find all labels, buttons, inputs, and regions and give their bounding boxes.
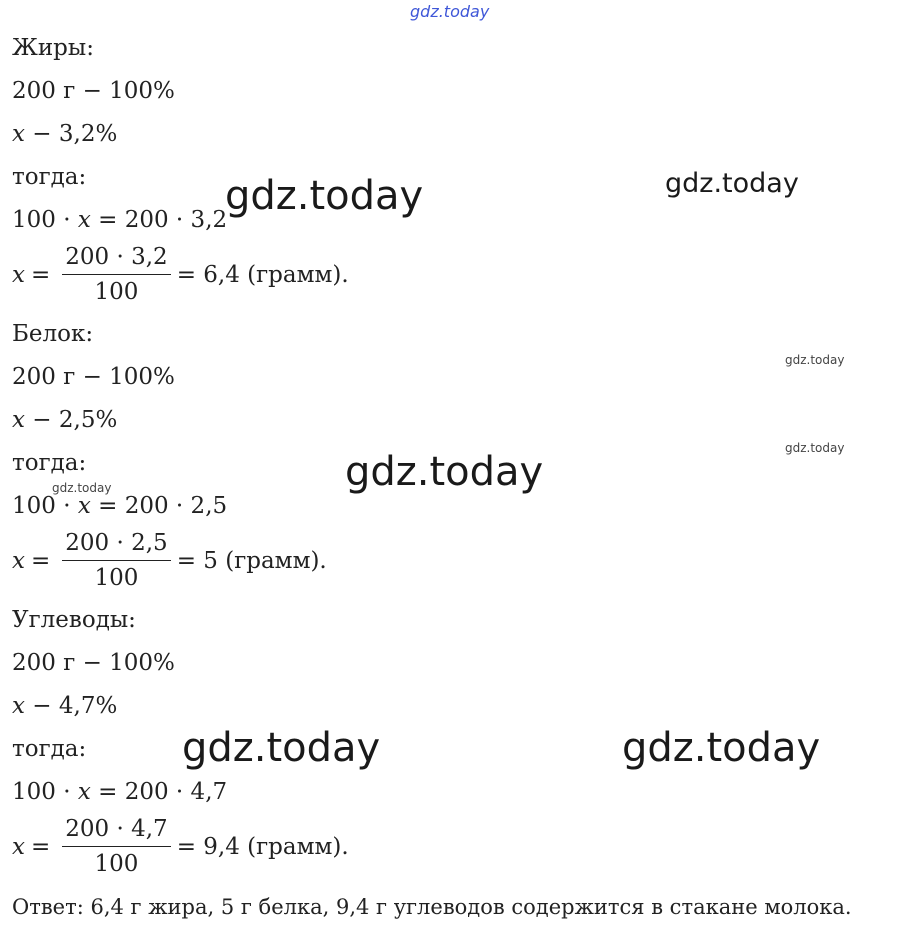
protein-result-var: x (12, 547, 25, 574)
fats-equation-right: = 200 · 3,2 (90, 207, 228, 233)
carbs-equation-var: x (77, 779, 91, 805)
fats-result (12, 243, 349, 306)
carbs-equation-right: = 200 · 4,7 (90, 779, 228, 805)
protein-proportion-2 (12, 406, 117, 434)
protein-equation-left: 100 · (12, 493, 78, 519)
protein-result-value: = 5 (грамм). (176, 547, 327, 574)
carbs-denominator: 100 (94, 851, 139, 877)
protein-equation-var: x (77, 493, 91, 519)
protein-fraction (62, 529, 170, 592)
protein-result (12, 529, 327, 592)
protein-proportion-var: x (12, 407, 25, 433)
protein-numerator: 200 · 2,5 (62, 529, 170, 561)
carbs-result-var: x (12, 833, 25, 860)
protein-proportion-1: 200 г − 100% (12, 364, 175, 390)
fats-result-eq: = (30, 261, 51, 288)
carbs-heading: Углеводы: (12, 607, 136, 633)
protein-denominator: 100 (94, 565, 139, 591)
fats-proportion-2 (12, 120, 117, 148)
carbs-proportion-1: 200 г − 100% (12, 650, 175, 676)
fats-result-var: x (12, 261, 25, 288)
carbs-equation (12, 778, 227, 806)
fats-equation-var: x (77, 207, 91, 233)
carbs-equation-left: 100 · (12, 779, 78, 805)
protein-proportion-rest: − 2,5% (32, 407, 118, 433)
carbs-proportion-var: x (12, 693, 25, 719)
watermark-large-4: gdz.today (622, 725, 821, 771)
watermark-large-3: gdz.today (182, 725, 381, 771)
fats-equation-left: 100 · (12, 207, 78, 233)
protein-equation-right: = 200 · 2,5 (90, 493, 228, 519)
watermark-large-2: gdz.today (345, 449, 544, 495)
fats-result-value: = 6,4 (грамм). (176, 261, 349, 288)
watermark-small-3: gdz.today (52, 481, 112, 495)
watermark-large-1: gdz.today (225, 173, 424, 219)
protein-then: тогда: (12, 450, 87, 476)
watermark-top: gdz.today (410, 2, 490, 21)
protein-heading: Белок: (12, 321, 94, 347)
carbs-result-eq: = (30, 833, 51, 860)
protein-result-eq: = (30, 547, 51, 574)
fats-equation (12, 206, 227, 234)
fats-proportion-var: x (12, 121, 25, 147)
carbs-result-value: = 9,4 (грамм). (176, 833, 349, 860)
answer-text: Ответ: 6,4 г жира, 5 г белка, 9,4 г углеводов содержится в стакане молока. (12, 895, 852, 919)
fats-proportion-1: 200 г − 100% (12, 78, 175, 104)
watermark-medium-1: gdz.today (665, 168, 799, 199)
carbs-proportion-2 (12, 692, 117, 720)
protein-equation (12, 492, 227, 520)
carbs-result (12, 815, 349, 878)
fats-numerator: 200 · 3,2 (62, 243, 170, 275)
carbs-fraction (62, 815, 170, 878)
fats-heading: Жиры: (12, 35, 94, 61)
carbs-numerator: 200 · 4,7 (62, 815, 170, 847)
fats-proportion-rest: − 3,2% (32, 121, 118, 147)
carbs-then: тогда: (12, 736, 87, 762)
watermark-small-1: gdz.today (785, 353, 845, 367)
watermark-small-2: gdz.today (785, 441, 845, 455)
fats-then: тогда: (12, 164, 87, 190)
fats-fraction (62, 243, 170, 306)
carbs-proportion-rest: − 4,7% (32, 693, 118, 719)
fats-denominator: 100 (94, 279, 139, 305)
